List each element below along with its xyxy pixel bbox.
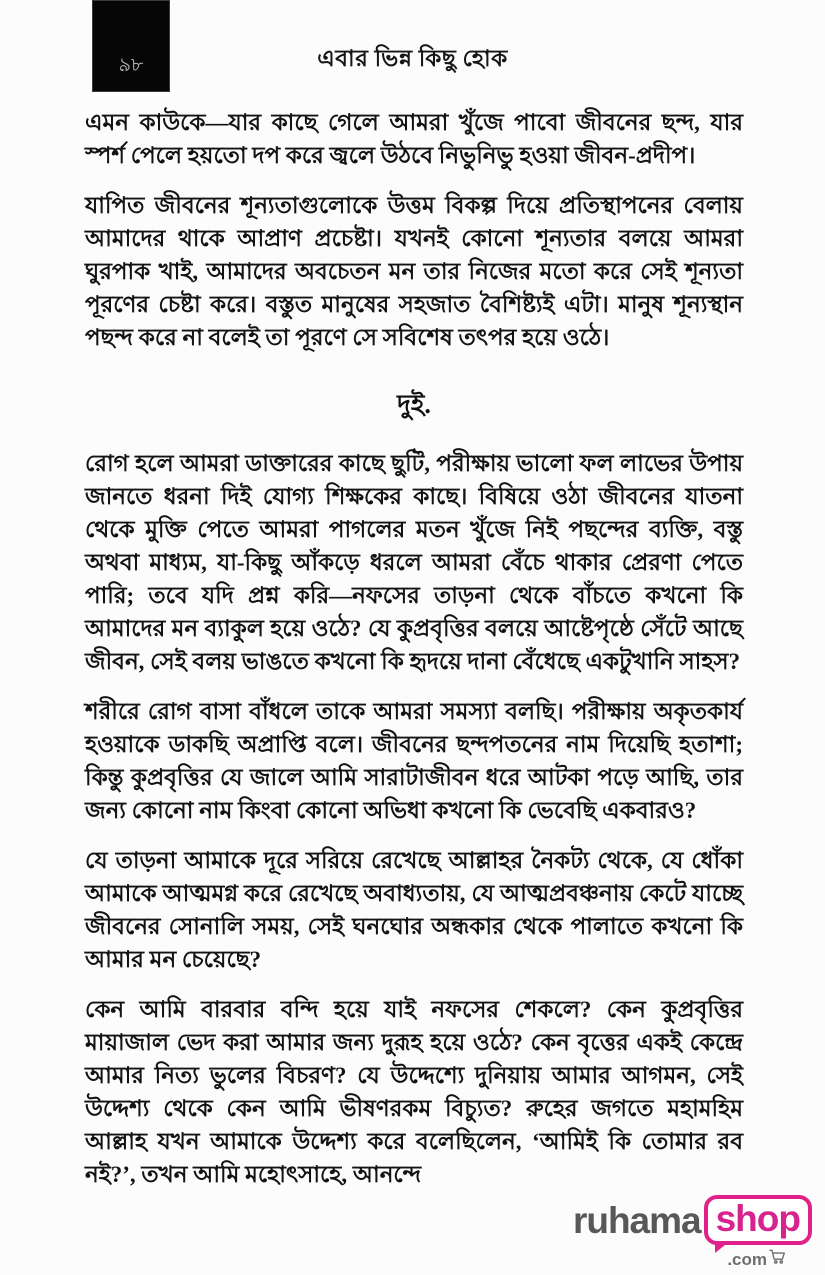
paragraph: যাপিত জীবনের শূন্যতাগুলোকে উত্তম বিকল্প দিয়ে প্রতিস্থাপনের বেলায় আমাদের থাকে আপ্রাণ প্রচেষ্টা। যখনই কোনো শূন্যতার বলয়ে আমরা ঘুরপাক খাই, আমাদের অবচেতন মন তার নিজের মতো করে সেই শূন্যতা পূরণের চেষ্টা করে। বস্তুত মানুষের সহজাত বৈশিষ্ট্যই এটা। মানুষ শূন্যস্থান পছন্দ করে না বলেই তা পূরণে সে সবিশেষ তৎপর হয়ে ওঠে। (85, 193, 743, 350)
paragraph: শরীরে রোগ বাসা বাঁধলে তাকে আমরা সমস্যা বলছি। পরীক্ষায় অকৃতকার্য হওয়াকে ডাকছি অপ্রাপ্তি বলে। জীবনের ছন্দপতনের নাম দিয়েছি হতাশা; কিন্তু কুপ্রবৃত্তির যে জালে আমি সারাটাজীবন ধরে আটকা পড়ে আছি, তার জন্য কোনো নাম কিংবা কোনো অভিধা কখনো কি ভেবেছি একবারও? (85, 699, 743, 823)
running-title: এবার ভিন্ন কিছু হোক (317, 46, 508, 71)
logo-sub-row (727, 1249, 786, 1269)
section-heading: দুই. (397, 390, 431, 419)
ruhamashop-logo (573, 1195, 812, 1269)
paragraph: কেন আমি বারবার বন্দি হয়ে যাই নফসের শেকলে? কেন কুপ্রবৃত্তির মায়াজাল ভেদ করা আমার জন্য দুরূহ হয়ে ওঠে? কেন বৃত্তের একই কেন্দ্রে আমার নিত্য ভুলের বিচরণ? যে উদ্দেশ্যে দুনিয়ায় আমার আগমন, সেই উদ্দেশ্য থেকে কেন আমি ভীষণরকম বিচ্যুত? রুহের জগতে মহামহিম আল্লাহ যখন আমাকে উদ্দেশ্য করে বলেছিলেন, ‘আমিই কি তোমার রব নই?’, তখন আমি মহোৎসাহে, আনন্দে (85, 997, 743, 1187)
logo-text-shop: shop (715, 1198, 800, 1239)
page-number: ৯৮ (118, 55, 144, 76)
logo-text-domain: .com (727, 1249, 767, 1269)
logo-row (573, 1195, 812, 1245)
paragraph: এমন কাউকে—যার কাছে গেলে আমরা খুঁজে পাবো জীবনের ছন্দ, যার স্পর্শ পেলে হয়তো দপ করে জ্বলে উঠবে নিভুনিভু হওয়া জীবন-প্রদীপ। (85, 110, 743, 168)
paragraph: যে তাড়না আমাকে দূরে সরিয়ে রেখেছে আল্লাহর নৈকট্য থেকে, যে ধোঁকা আমাকে আত্মমগ্ন করে রেখেছে অবাধ্যতায়, যে আত্মপ্রবঞ্চনায় কেটে যাচ্ছে জীবনের সোনালি সময়, সেই ঘনঘোর অন্ধকার থেকে পালাতে কখনো কি আমার মন চেয়েছে? (85, 848, 743, 972)
logo-text-ruhama: ruhama (572, 1199, 701, 1241)
body-text (85, 106, 743, 1208)
logo-shop-bubble (704, 1195, 812, 1245)
shopping-cart-icon (769, 1249, 786, 1269)
paragraph: রোগ হলে আমরা ডাক্তারের কাছে ছুটি, পরীক্ষায় ভালো ফল লাভের উপায় জানতে ধরনা দিই যোগ্য শিক্ষকের কাছে। বিষিয়ে ওঠা জীবনের যাতনা থেকে মুক্তি পেতে আমরা পাগলের মতন খুঁজে নিই পছন্দের ব্যক্তি, বস্তু অথবা মাধ্যম, যা-কিছু আঁকড়ে ধরলে আমরা বেঁচে থাকার প্রেরণা পেতে পারি; তবে যদি প্রশ্ন করি—নফসের তাড়না থেকে বাঁচতে কখনো কি আমাদের মন ব্যাকুল হয়ে ওঠে? যে কুপ্রবৃত্তির বলয়ে আষ্টেপৃষ্ঠে সেঁটে আছে জীবন, সেই বলয় ভাঙতে কখনো কি হৃদয়ে দানা বেঁধেছে একটুখানি সাহস? (85, 451, 743, 674)
